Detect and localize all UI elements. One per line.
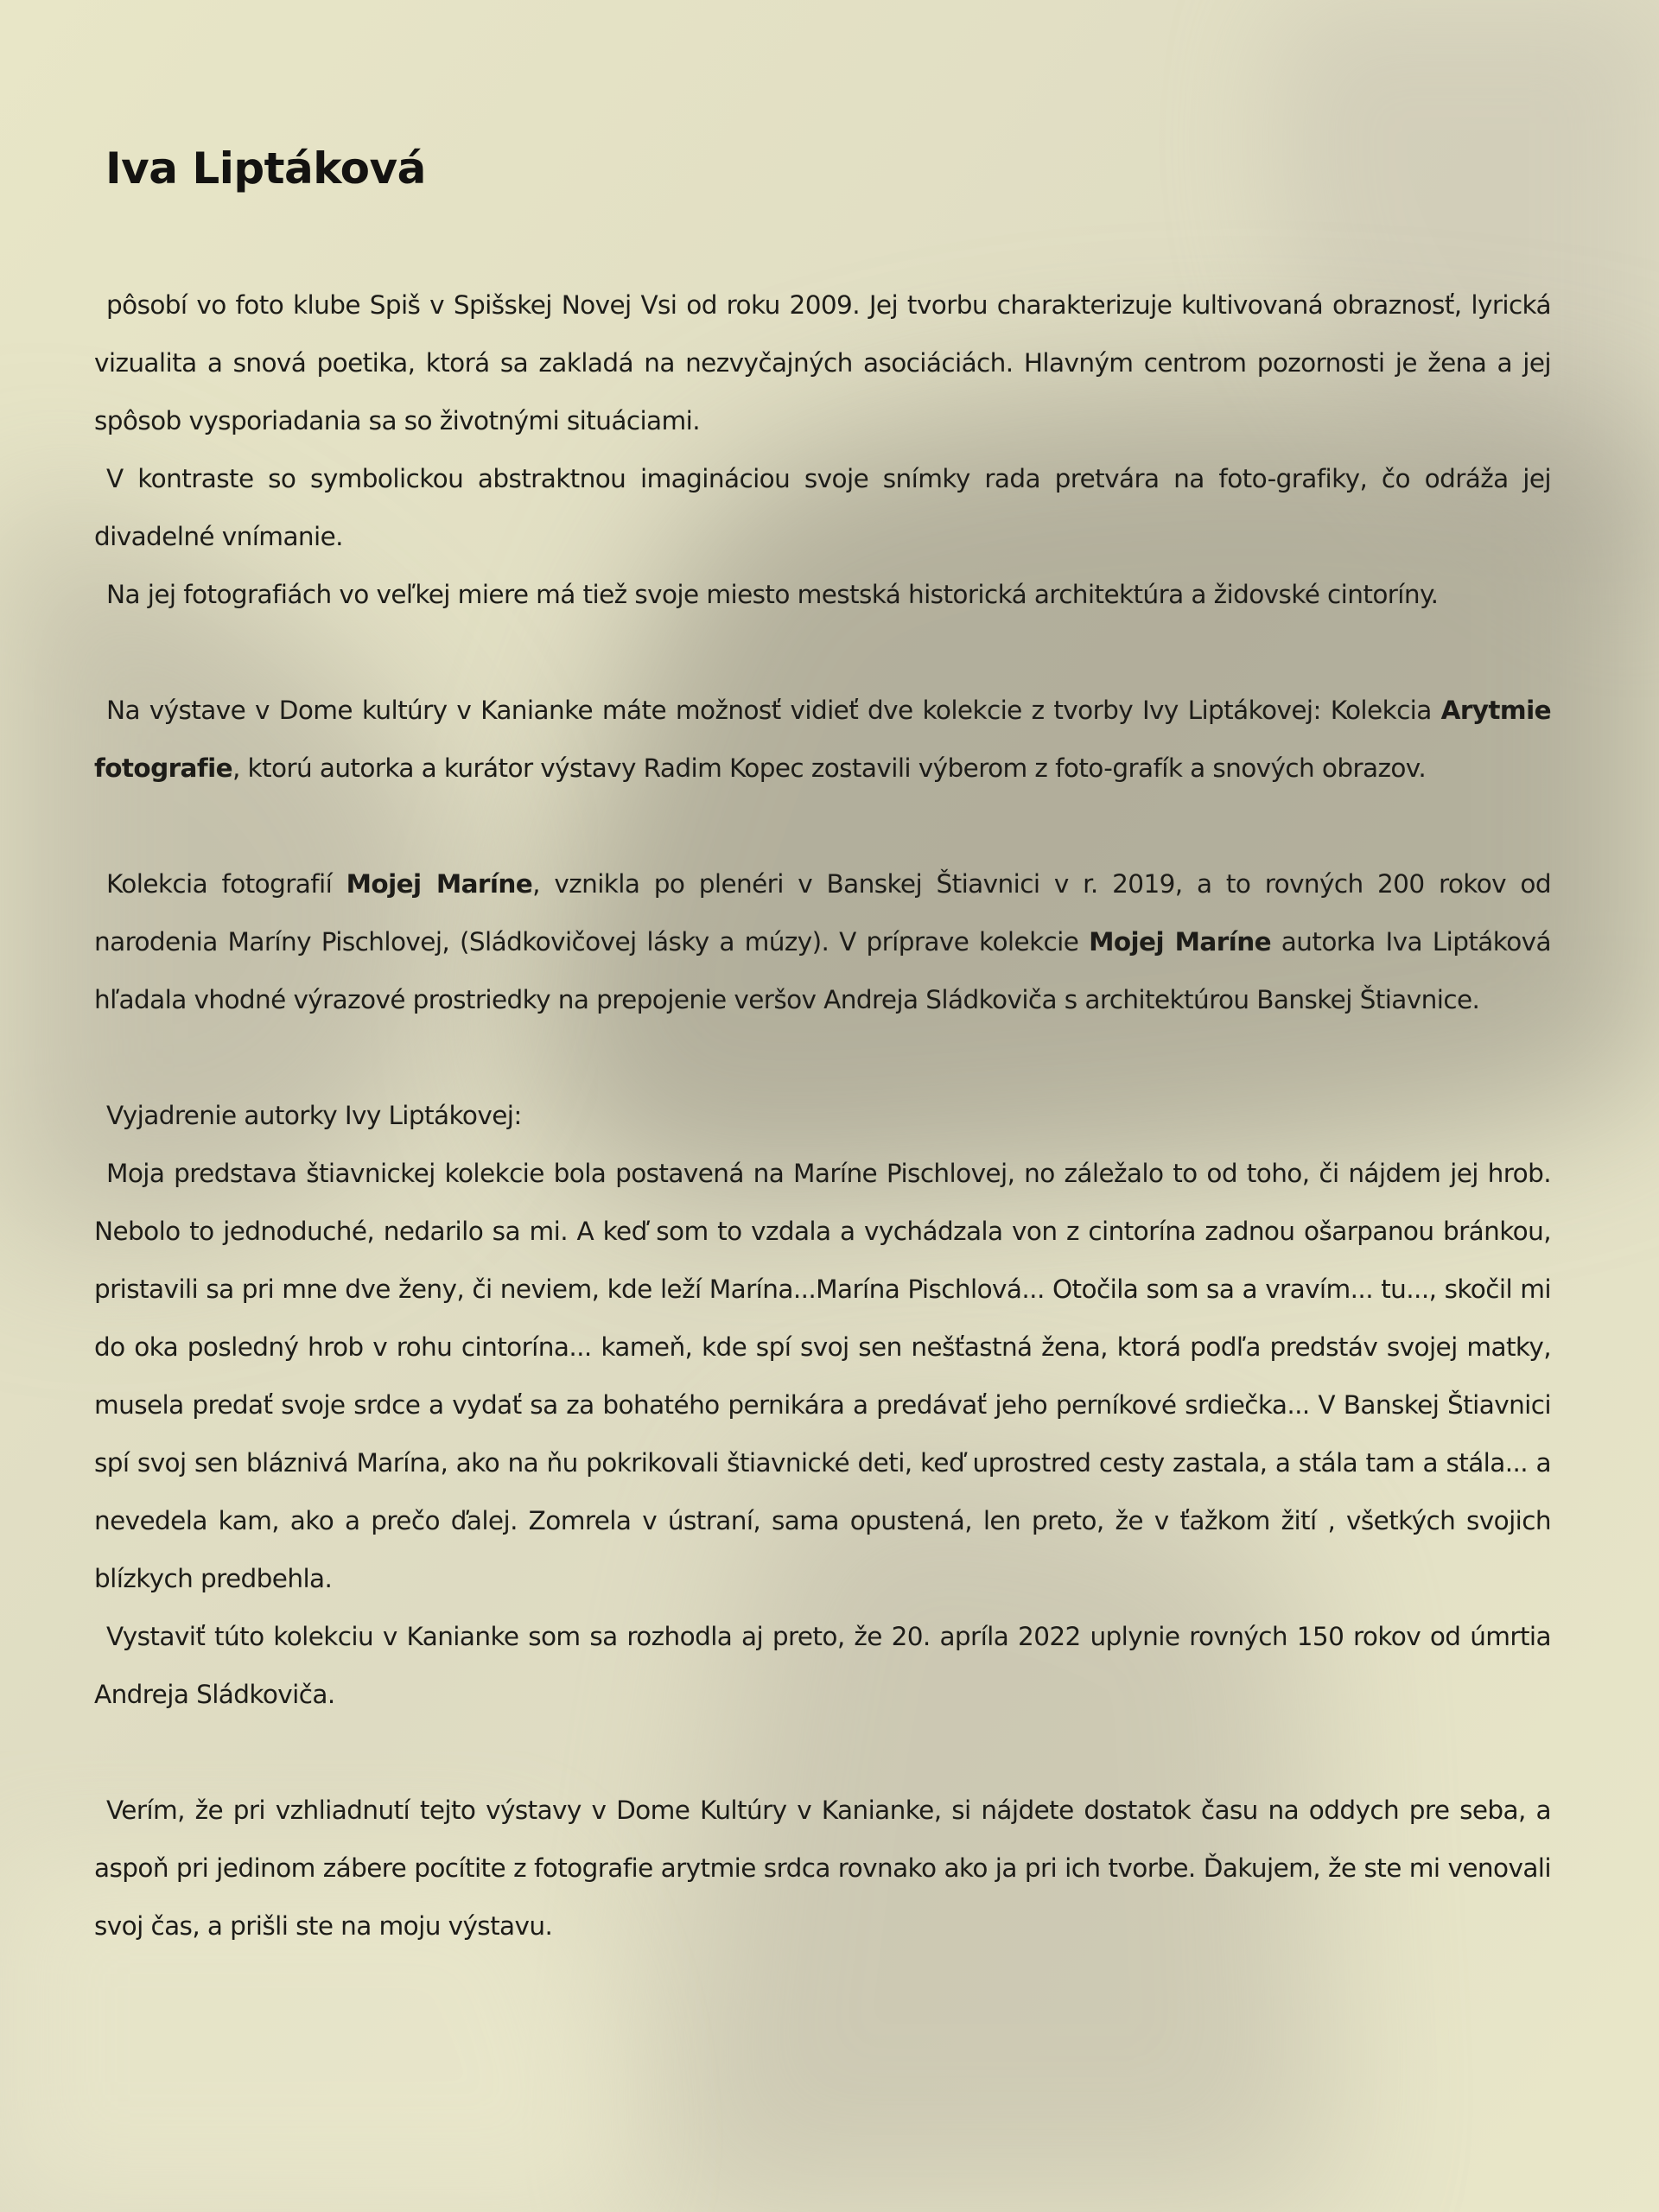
collection-name-mojej-marine: Mojej Maríne <box>346 869 533 899</box>
paragraph-author-story: Moja predstava štiavnickej kolekcie bola postavená na Maríne Pischlovej, no záležalo to od toho, či nájdem jej hrob. Nebolo to jednoduché, nedarilo sa mi. A keď som to vzdala a vychádzala von z cintorína zadnou ošarpanou bránkou, pristavili sa pri mne dve ženy, či neviem, kde leží Marína...Marína Pischlová... Otočila som sa a vravím... tu..., skočil mi do oka posledný hrob v rohu cintorína... kameň, kde spí svoj sen nešťastná žena, ktorá podľa predstáv svojej matky, musela predať svoje srdce a vydať sa za bohatého pernikára a predávať jeho perníkové srdiečka... V Banskej Štiavnici spí svoj sen bláznivá Marína, ako na ňu pokrikovali štiavnické deti, keď uprostred cesty zastala, a stála tam a stála... a nevedela kam, ako a prečo ďalej. Zomrela v ústraní, sama opustená, len preto, že v ťažkom žití , všetkých svojich blízkych predbehla. <box>94 1159 1551 1593</box>
text-run: , vznikla po plenéri v Banskej Štiavnici v r. 2019, a to rovných 200 rokov od narodenia Maríny Pischlovej, (Sládkovičovej lásky a múzy). V príprave kolekcie <box>94 869 1552 957</box>
collection-name-mojej-marine: Mojej Maríne <box>1089 927 1271 957</box>
text-run: Na výstave v Dome kultúry v Kanianke máte možnosť vidieť dve kolekcie z tvorby Ivy Liptákovej: Kolekcia <box>106 696 1441 725</box>
text-run: Kolekcia fotografií <box>106 869 346 899</box>
paragraph-gap <box>94 624 1551 682</box>
text-run: , ktorú autorka a kurátor výstavy Radim Kopec zostavili výberom z foto-grafík a snových obrazov. <box>232 753 1427 783</box>
document-body <box>94 276 1551 1955</box>
paragraph-anniversary: Vystaviť túto kolekciu v Kanianke som sa rozhodla aj preto, že 20. apríla 2022 uplynie rovných 150 rokov od úmrtia Andreja Sládkoviča. <box>94 1622 1551 1709</box>
paragraph-collection-marine <box>94 855 1551 1029</box>
paragraph-contrast: V kontraste so symbolickou abstraktnou imagináciou svoje snímky rada pretvára na foto-grafiky, čo odráža jej divadelné vnímanie. <box>94 464 1551 551</box>
paragraph-author-statement-heading: Vyjadrenie autorky Ivy Liptákovej: <box>106 1101 522 1130</box>
paragraph-gap <box>94 1724 1551 1782</box>
text-run: autorka Iva Liptáková hľadala vhodné výrazové prostriedky na prepojenie veršov Andreja Sládkoviča s architektúrou Banskej Štiavnice. <box>94 927 1551 1014</box>
document-title: Iva Liptáková <box>105 143 426 194</box>
paragraph-closing: Verím, že pri vzhliadnutí tejto výstavy v Dome Kultúry v Kanianke, si nájdete dostatok času na oddych pre seba, a aspoň pri jedinom zábere pocítite z fotografie arytmie srdca rovnako ako ja pri ich tvorbe. Ďakujem, že ste mi venovali svoj čas, a prišli ste na moju výstavu. <box>94 1796 1551 1941</box>
paragraph-architecture: Na jej fotografiách vo veľkej miere má tiež svoje miesto mestská historická architektúra a židovské cintoríny. <box>106 580 1439 609</box>
paragraph-intro: pôsobí vo foto klube Spiš v Spišskej Novej Vsi od roku 2009. Jej tvorbu charakterizuje kultivovaná obraznosť, lyrická vizualita a snová poetika, ktorá sa zakladá na nezvyčajných asociáciách. Hlavným centrom pozornosti je žena a jej spôsob vysporiadania sa so životnými situáciami. <box>94 290 1551 435</box>
paragraph-gap <box>94 1029 1551 1087</box>
collection-name-arytmie: Arytmie fotografie <box>94 696 1551 783</box>
paragraph-gap <box>94 798 1551 855</box>
paragraph-exhibition <box>94 682 1551 798</box>
